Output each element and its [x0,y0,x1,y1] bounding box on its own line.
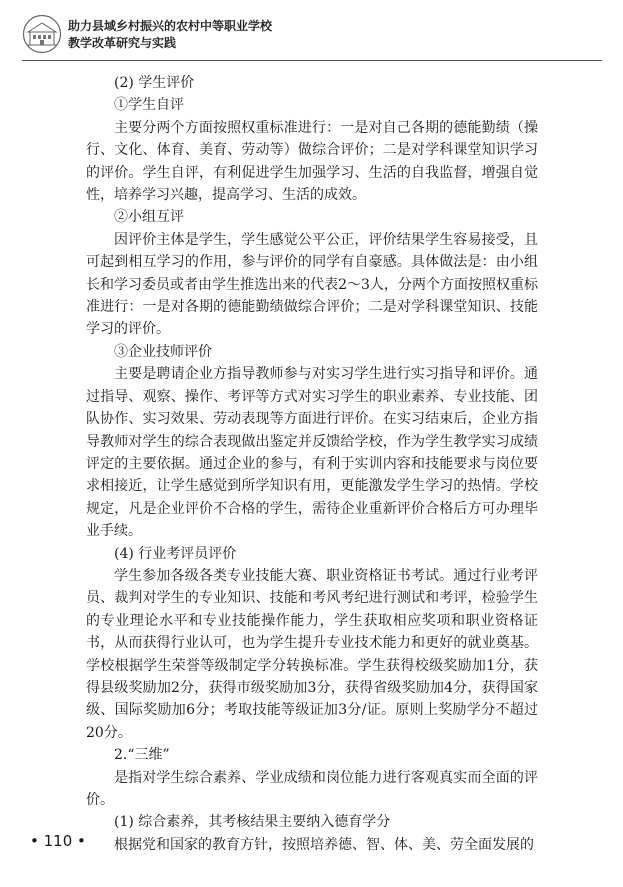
main-text [86,72,538,856]
paragraph: 根据党和国家的教育方针，按照培养德、智、体、美、劳全面发展的 [114,836,534,853]
section-heading: 2.“三维” [114,747,170,764]
section-heading: (1) 综合素养，其考核结果主要纳入德育学分 [114,814,391,831]
subsection-heading: ①学生自评 [114,97,184,114]
book-title [68,18,272,52]
book-title-line-2: 教学改革研究与实践 [68,36,177,50]
paragraph: 因评价主体是学生，学生感觉公平公正，评价结果学生容易接受，且可起到相互学习的作用，参与评价的同学有自豪感。具体做法是：由小组长和学习委员或者由学生推选出来的代表2～3人，分两个方面按照权重标准进行：一是对各期的德能勤绩做综合评价；二是对学科课堂知识、技能学习的评价。 [86,231,538,338]
book-title-line-1: 助力县域乡村振兴的农村中等职业学校 [68,19,273,33]
page-number: • 110 • [30,832,86,850]
paragraph: 是指对学生综合素养、学业成绩和岗位能力进行客观真实而全面的评价。 [86,769,538,808]
subsection-heading: ③企业技师评价 [114,343,212,360]
section-heading: (4) 行业考评员评价 [114,545,237,562]
section-heading: (2) 学生评价 [114,75,195,91]
header-divider [22,60,602,61]
school-building-icon [22,14,62,54]
running-header [22,14,602,58]
subsection-heading: ②小组互评 [114,209,184,226]
paragraph: 主要是聘请企业方指导教师参与对实习学生进行实习指导和评价。通过指导、观察、操作、考评等方式对实习学生的职业素养、专业技能、团队协作、实习效果、劳动表现等方面进行评价。在实习结束后，企业方指导教师对学生的综合表现做出鉴定并反馈给学校，作为学生教学实习成绩评定的主要依据。通过企业的参与，有利于实训内容和技能要求与岗位要求相接近，让学生感觉到所学知识有用，更能激发学生学习的热情。学校规定，凡是企业评价不合格的学生，需待企业重新评价合格后方可办理毕业手续。 [86,366,538,540]
paragraph: 学生参加各级各类专业技能大赛、职业资格证书考试。通过行业考评员、裁判对学生的专业知识、技能和考风考纪进行测试和考评，检验学生的专业理论水平和专业技能操作能力，学生获取相应奖项和职业资格证书，从而获得行业认可，也为学生提升专业技术能力和更好的就业奠基。学校根据学生荣誉等级制定学分转换标准。学生获得校级奖励加1分，获得县级奖励加2分，获得市级奖励加3分，获得省级奖励加4分，获得国家级、国际奖励加6分；考取技能等级证加3分/证。原则上奖励学分不超过20分。 [86,567,538,741]
paragraph: 主要分两个方面按照权重标准进行：一是对自己各期的德能勤绩（操行、文化、体育、美育、劳动等）做综合评价；二是对学科课堂知识学习的评价。学生自评，有利促进学生加强学习、生活的自我监督，增强自觉性，培养学习兴趣，提高学习、生活的成效。 [86,119,538,204]
